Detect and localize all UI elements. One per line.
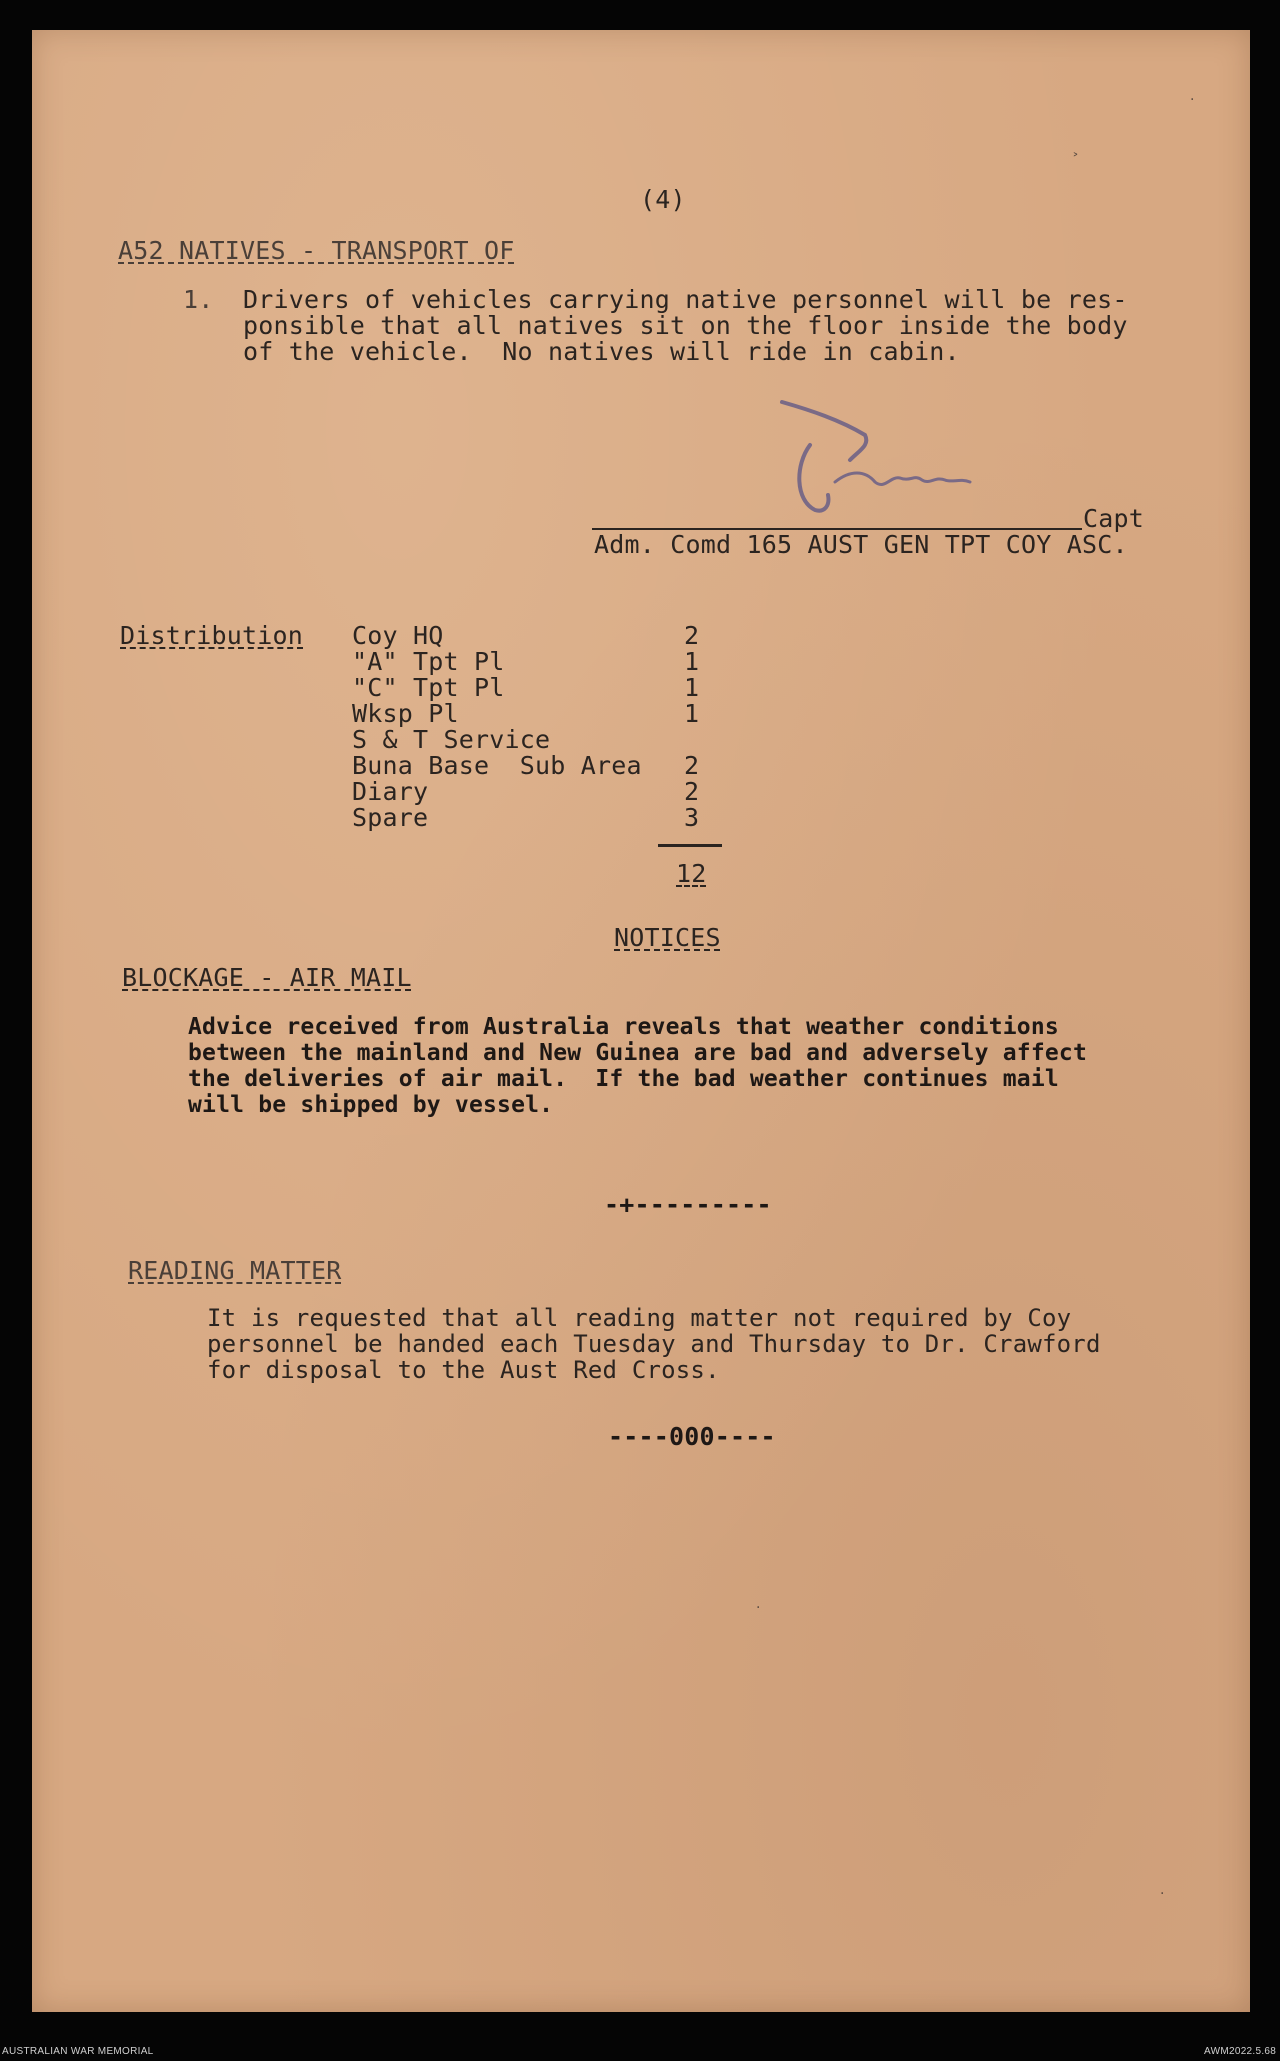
footer-accession: AWM2022.5.68	[1204, 2046, 1277, 2057]
reading-matter-heading: READING MATTER	[128, 1256, 342, 1285]
footer-source: AUSTRALIAN WAR MEMORIAL	[2, 2046, 154, 2057]
distribution-item: Diary	[352, 777, 429, 806]
distribution-item: Coy HQ	[352, 621, 444, 650]
distribution-qty: 2	[684, 751, 700, 780]
blockage-line: will be shipped by vessel.	[188, 1092, 554, 1118]
paper-mark: ˃	[1072, 152, 1079, 168]
natives-paragraph-line: of the vehicle. No natives will ride in cabin.	[243, 337, 960, 366]
distribution-item: Spare	[352, 803, 429, 832]
distribution-list	[32, 623, 1032, 843]
distribution-item: "A" Tpt Pl	[352, 647, 505, 676]
distribution-qty: 2	[684, 777, 700, 806]
distribution-label: Distribution	[120, 621, 304, 650]
notices-heading: NOTICES	[614, 923, 721, 952]
distribution-row	[32, 779, 1032, 805]
blockage-heading: BLOCKAGE - AIR MAIL	[122, 963, 412, 992]
distribution-item: Wksp Pl	[352, 699, 459, 728]
distribution-qty: 1	[684, 647, 700, 676]
total-rule	[658, 844, 722, 847]
distribution-total: 12	[676, 859, 707, 888]
signature-rank: Capt	[1083, 504, 1145, 533]
distribution-item: "C" Tpt Pl	[352, 673, 505, 702]
blockage-line: the deliveries of air mail. If the bad weather continues mail	[188, 1066, 1059, 1092]
natives-paragraph-line: Drivers of vehicles carrying native personnel will be res-	[243, 285, 1128, 314]
distribution-row	[32, 623, 1032, 649]
natives-paragraph-line: ponsible that all natives sit on the floor inside the body	[243, 311, 1128, 340]
distribution-row	[32, 649, 1032, 675]
distribution-row	[32, 701, 1032, 727]
distribution-row	[32, 727, 1032, 753]
paper-mark: ·	[1160, 1886, 1165, 1902]
distribution-row	[32, 675, 1032, 701]
paragraph-number: 1.	[183, 285, 214, 314]
paper-mark: ·	[756, 1600, 761, 1616]
distribution-row	[32, 805, 1032, 831]
paper-mark: ·	[1190, 92, 1195, 108]
reading-line: personnel be handed each Tuesday and Thursday to Dr. Crawford	[207, 1330, 1101, 1358]
distribution-item: Buna Base Sub Area	[352, 751, 642, 780]
reading-line: for disposal to the Aust Red Cross.	[207, 1356, 720, 1384]
blockage-line: Advice received from Australia reveals that weather conditions	[188, 1014, 1059, 1040]
distribution-qty: 1	[684, 673, 700, 702]
handwritten-signature	[770, 390, 990, 530]
distribution-qty: 3	[684, 803, 700, 832]
distribution-qty: 2	[684, 621, 700, 650]
reading-line: It is requested that all reading matter not required by Coy	[207, 1304, 1072, 1332]
signature-title: Adm. Comd 165 AUST GEN TPT COY ASC.	[594, 530, 1128, 559]
page-number: (4)	[640, 185, 686, 214]
distribution-row	[32, 753, 1032, 779]
end-separator: ----000----	[608, 1422, 776, 1451]
separator: -+---------	[604, 1190, 772, 1219]
blockage-line: between the mainland and New Guinea are bad and adversely affect	[188, 1040, 1088, 1066]
distribution-qty: 1	[684, 699, 700, 728]
distribution-item: S & T Service	[352, 725, 551, 754]
section-heading-natives: A52 NATIVES - TRANSPORT OF	[118, 236, 515, 265]
